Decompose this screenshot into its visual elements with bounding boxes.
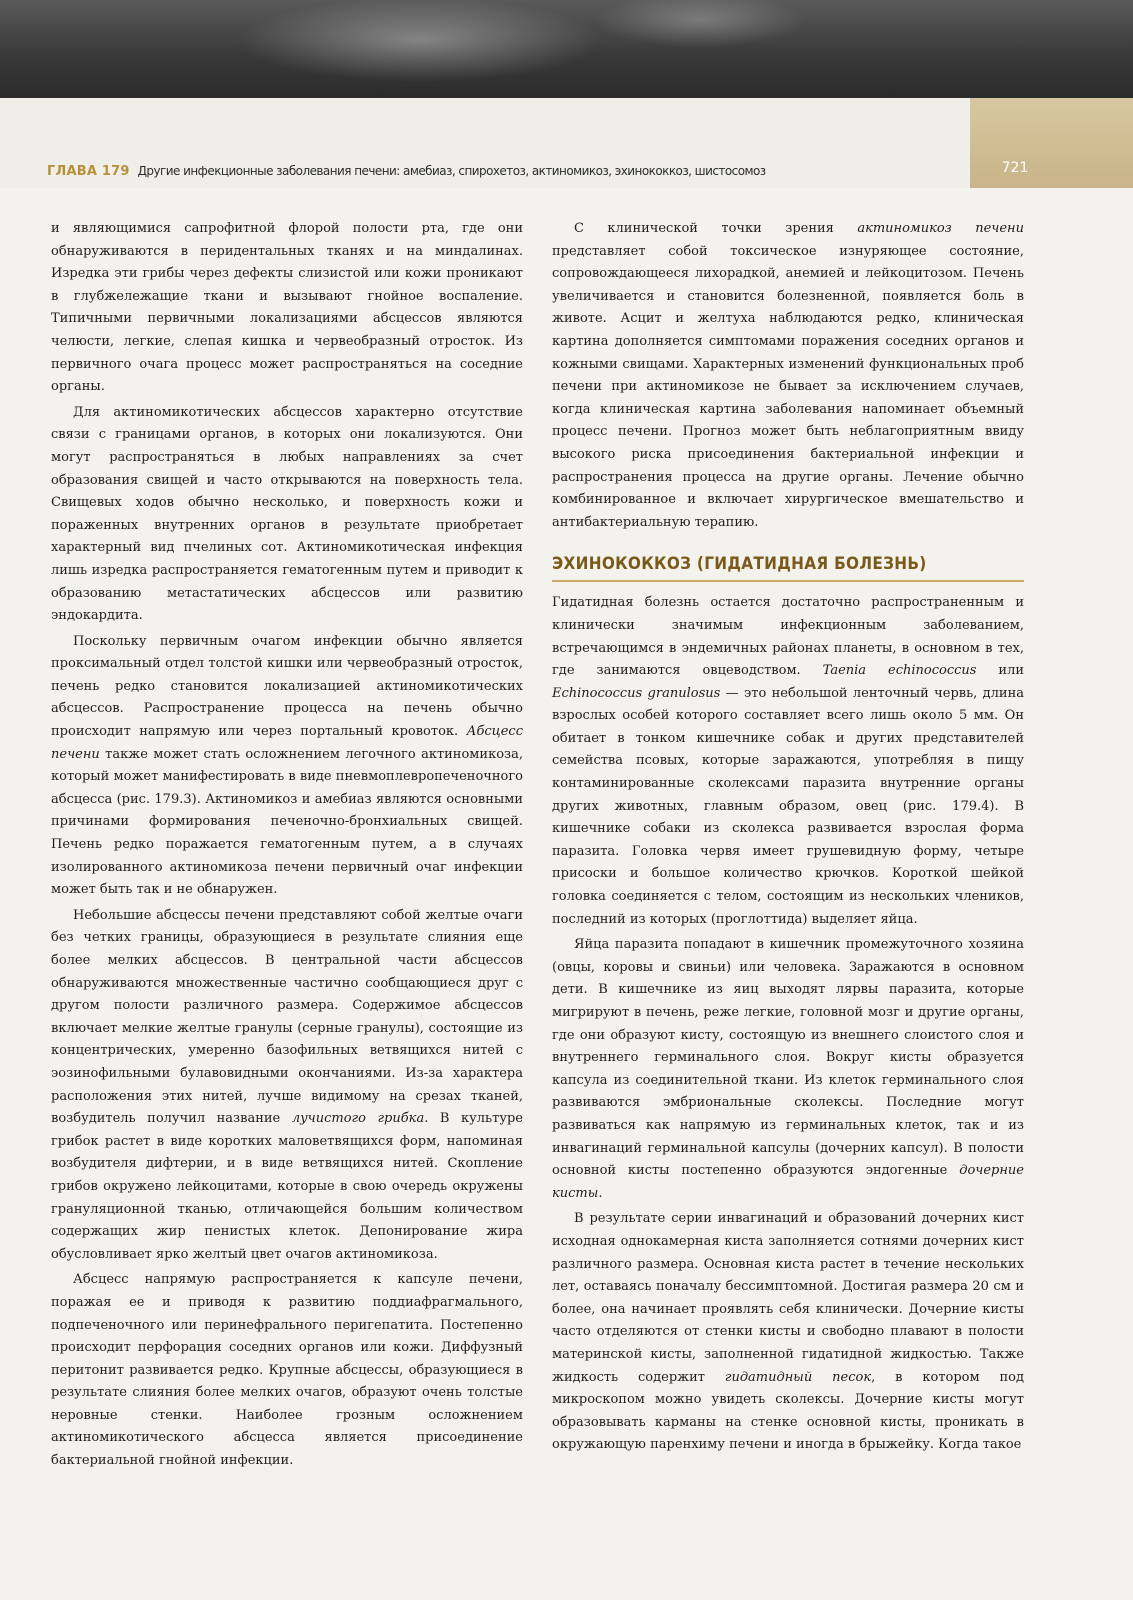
running-head [47,160,766,182]
chapter-label: ГЛАВА 179 [47,164,130,179]
section-heading: ЭХИНОКОККОЗ (ГИДАТИДНАЯ БОЛЕЗНЬ) [552,552,1024,582]
chapter-title: Другие инфекционные заболевания печени: амебиаз, спирохетоз, актиномикоз, эхинококкоз, шистосомоз [137,164,766,178]
right-column [552,218,1024,1457]
paragraph: С клинической точки зрения актиномикоз печени представляет собой токсическое изнуряющее состояние, сопровождающееся лихорадкой, анемией и лейкоцитозом. Печень увеличивается и становится болезненной, появляется боль в животе. Асцит и желтуха наблюдаются редко, клиническая картина дополняется симптомами поражения соседних органов и кожными свищами. Характерных изменений функциональных проб печени при актиномикозе не бывает за исключением случаев, когда клиническая картина заболевания напоминает объемный процесс печени. Прогноз может быть неблагоприятным ввиду высокого риска присоединения бактериальной инфекции и распространения процесса на другие органы. Лечение обычно комбинированное и включает хирургическое вмешательство и антибактериальную терапию. [552,221,1024,530]
paragraph: Небольшие абсцессы печени представляют собой желтые очаги без четких границы, образующиеся в результате слияния еще более мелких абсцессов. В центральной части абсцессов обнаруживаются множественные частично сообщающиеся друг с другом полости различного размера. Содержимое абсцессов включает мелкие желтые гранулы (серные гранулы), состоящие из концентрических, умеренно базофильных ветвящихся нитей с эозинофильными булавовидными окончаниями. Из-за характера расположения этих нитей, лучше видимому на срезах тканей, возбудитель получил название лучистого грибка. В культуре грибок растет в виде коротких маловетвящихся форм, напоминая возбудителя дифтерии, и в виде ветвящихся нитей. Скопление грибов окружено лейкоцитами, которые в свою очередь окружены грануляционной тканью, отличающейся большим количеством содержащих жир пенистых клеток. Депонирование жира обусловливает ярко желтый цвет очагов актиномикоза. [51,907,523,1262]
page-number: 721 [1001,160,1029,176]
paragraph: Яйца паразита попадают в кишечник промежуточного хозяина (овцы, коровы и свиньи) или человека. Заражаются в основном дети. В кишечнике из яиц выходят лярвы паразита, которые мигрируют в печень, реже легкие, головной мозг и другие органы, где они образуют кисту, состоящую из внешнего слоистого слоя и внутреннего герминального слоя. Вокруг кисты образуется капсула из соединительной ткани. Из клеток герминального слоя развиваются эмбриональные сколексы. Последние могут развиваться как напрямую из герминальных клеток, так и из инвагинаций герминальной капсулы (дочерних капсул). В полости основной кисты постепенно образуются эндогенные дочерние кисты. [552,937,1024,1201]
paragraph: Для актиномикотических абсцессов характерно отсутствие связи с границами органов, в которых они локализуются. Они могут распространяться в любых направлениях за счет образования свищей и часто открываются на поверхность тела. Свищевых ходов обычно несколько, и поверхность кожи и пораженных внутренних органов в результате приобретает характерный вид пчелиных сот. Актиномикотическая инфекция лишь изредка распространяется гематогенным путем и приводит к образованию метастатических абсцессов или развитию эндокардита. [51,404,523,624]
left-column [51,218,523,1473]
paragraph: Гидатидная болезнь остается достаточно распространенным и клинически значимым инфекционным заболеванием, встречающимся в эндемичных районах планеты, в основном в тех, где занимаются овцеводством. Taenia echinococcus или Echinococcus granulosus — это небольшой ленточный червь, длина взрослых особей которого составляет всего лишь около 5 мм. Он обитает в тонком кишечнике собак и других представителей семейства псовых, которые заражаются, употребляя в пищу контаминированные сколексами паразита внутренние органы других животных, главным образом, овец (рис. 179.4). В кишечнике собаки из сколекса развивается взрослая форма паразита. Головка червя имеет грушевидную форму, четыре присоски и большое количество крючков. Короткой шейкой головка соединяется с телом, состоящим из нескольких члеников, последний из которых (проглоттида) выделяет яйца. [552,595,1024,927]
header-photo [0,0,1133,98]
paragraph: Поскольку первичным очагом инфекции обычно является проксимальный отдел толстой кишки или червеобразный отросток, печень редко становится локализацией актиномикотических абсцессов. Распространение процесса на печень обычно происходит напрямую или через портальный кровоток. Абсцесс печени также может стать осложнением легочного актиномикоза, который может манифестировать в виде пневмоплевропеченочного абсцесса (рис. 179.3). Актиномикоз и амебиаз являются основными причинами формирования печеночно-бронхиальных свищей. Печень редко поражается гематогенным путем, а в случаях изолированного актиномикоза печени первичный очаг инфекции может быть так и не обнаружен. [51,633,523,898]
paragraph: и являющимися сапрофитной флорой полости рта, где они обнаруживаются в перидентальных тканях и на миндалинах. Изредка эти грибы через дефекты слизистой или кожи проникают в глубжележащие ткани и вызывают гнойное воспаление. Типичными первичными локализациями абсцессов являются челюсти, легкие, слепая кишка и червеобразный отросток. Из первичного очага процесс может распространяться на соседние органы. [51,221,523,395]
paragraph: В результате серии инвагинаций и образований дочерних кист исходная однокамерная киста заполняется сотнями дочерних кист различного размера. Основная киста растет в течение нескольких лет, оставаясь поначалу бессимптомной. Достигая размера 20 см и более, она начинает проявлять себя клинически. Дочерние кисты часто отделяются от стенки кисты и свободно плавают в полости материнской кисты, заполненной гидатидной жидкостью. Также жидкость содержит гидатидный песок, в котором под микроскопом можно увидеть сколексы. Дочерние кисты могут образовывать карманы на стенке основной кисты, проникать в окружающую паренхиму печени и иногда в брыжейку. Когда такое [552,1211,1024,1453]
paragraph: Абсцесс напрямую распространяется к капсуле печени, поражая ее и приводя к развитию поддиафрагмального, подпеченочного или перинефрального перигепатита. Постепенно происходит перфорация соседних органов или кожи. Диффузный перитонит развивается редко. Крупные абсцессы, образующиеся в результате слияния более мелких очагов, образуют очень толстые неровные стенки. Наиболее грозным осложнением актиномикотического абсцесса является присоединение бактериальной гнойной инфекции. [51,1272,523,1469]
